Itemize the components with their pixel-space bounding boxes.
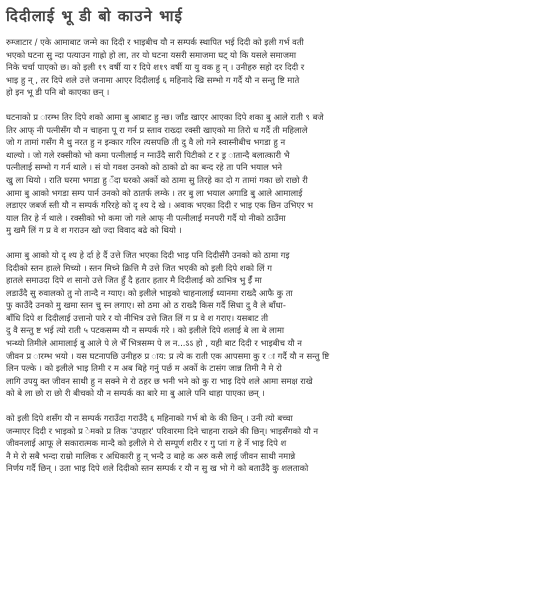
text-line: आमा बु आको यो दृ श्य हे र्दा हे र्दै उत्ते जित भएका दिदी भाइ पनि दिदीसँगै उनको को ठामा गइ [6,249,290,260]
text-line: लिन पल्के । को इलीले भाइ तिमी र म अब बिहे गनुं पर्छ म अर्को के टासंग जान्न तिमी नै मे रो [6,363,282,374]
text-line: जो ग तामां गसँग मै थु नरत हु न इन्कार गरिन त्यसपछि ती दु वै लो गने स्वास्नीबीच भगडा हु न [6,137,286,148]
text-line: दु वै सन्तु ष्ट भई त्यो राती ५ पटकसम्म यौ न सम्पर्क गरे । को इलीले दिपे शलाई बे ला बे लामा [6,325,285,336]
paragraph [6,249,531,400]
text-line: नै मे रो सबै भन्दा राम्रो मालिक र अधिकारी हु न् भन्दै उ बाहे क अरु कसै लाई जीवन साथी नमान्ने [6,450,296,461]
text-line: घटनाको प्र ारम्भ तिर दिपे शको आमा बु आबाट हु न्छ। जाँड खाएर आएका दिपे शका बु आले राती ९ बजे [6,111,324,122]
text-line: जन्माएर दिदी र भाइको प्र ेमको प्र तिक 'उपहार' परिवारमा दिने चाहना राख्ने की छिन्। भाइसँगको यौ न [6,425,319,436]
paragraph [6,111,531,237]
page-title: दिदीलाई भू डी बो काउने भाई [6,7,183,25]
text-line: फु काउँदै उनको मु खमा स्तन चु स्न लगाए। सो ठमा ओ ठ राख्दै किस गर्दै सिधा दु वै ले बाँधा- [6,300,286,311]
text-line: जीवन प्र ारम्भ भयो । यस घटनापछि उनीहरु प्र ाय: प्र त्ये क राती एक आपसमा कु र ा गर्दै यौ न सन्तु ष्टि [6,350,330,361]
text-line: भन्थ्यो तिमीले आमालाई बु आले पे ले भैँ भित्रसम्म पे ल न...ऽऽ हो , यही बाट दिदी र भाइबीच यौ न [6,338,302,349]
text-line: दिदीको स्तन हात्ले मिच्यो । स्तन मिच्ने क्रित्ति मै उत्ते जित भएकी को इली दिपे शको लिं ग [6,262,272,273]
text-line: हो इन भू डी पनि बो काएका छन् । [6,87,110,98]
text-line: बाँधि दिपे श दिदीलाई उत्तानो पारे र यो नीभित्र उत्ते जित लिं ग प्र वे श गराए। यसबाट ती [6,312,269,323]
article-body [6,36,531,475]
text-line: खु ला थियो । राति घरमा भगडा हु ँदा घरको अर्को को ठामा सु तिरहे का दो ग तामां गका छो राछो री [6,174,308,185]
text-line: पत्नीलाई सम्भो ग गर्न थाले । सं यो गवश उनको को ठाको ढो का बन्द रहे ता पनि भयाल भने [6,162,283,173]
paragraph [6,36,531,99]
text-line: लागि उपयु क्त जीवन साथी हु न सक्ने मे रो ठहर छ भनी भने को कु रा भाइ दिपे शले आमा समक्ष राखे [6,375,313,386]
text-line: तिर आफ् नी पत्नीसँग यौ न चाहना पू रा गर्न प्र स्ताव राख्दा रक्सी खाएको मा तिरो ध गर्दै ती महिलाले [6,124,308,135]
text-line: निके चर्चा पाएको छ। को इली १९ वर्षी या र दिपे श१९ वर्षी या यु वक हु न् । उनीहरु सहो दर दिदी र [6,62,305,73]
text-line: हातले समाउदा दिपे श सानो उत्ते जित हुँ दै हतार हतार मै दिदीलाई को ठाभित्र भु ईँ मा [6,275,262,286]
text-line: मु खमै लिं ग प्र वे श गराउन खो ज्दा विवाद बढे को थियो । [6,225,182,236]
text-line: थाल्यो । जो गले रक्सीको भो कमा पत्नीलाई न ग्नाउँदै सारी पिटीको ट र ड्र ातान्दै बलात्कारी भै [6,149,290,160]
text-line: याल तिर हे र्न थाले । रक्सीको भो कमा जो गले आफ् नी पत्नीलाई मनपरी गर्दै यो नीको ठाउँमा [6,212,286,223]
text-line: आमा बु आको भगडा सम्प पार्न उनको को ठातर्फ लम्के । तर बु ला भयाल अगाडि बु आले आमालाई [6,187,303,198]
text-line: भएको घटना सु न्दा पत्याउन गाह्रो हो ला, तर यो घटना यसरी समाजमा घट् यो कि यसले समाजमा [6,49,297,60]
text-line: जीवनलाई आफू ले सकारात्मक मान्दै को इलीले मे रो सम्पूर्ण शरीर र गु प्तां ग हे र्ने भाइ दिपे श [6,438,287,449]
text-line: लडाउँदै सु रुवालको तु नो तान्दै न ग्याए। को इलीले भाइको चाहनालाई ध्यानमा राख्दै आफै कु ता [6,287,293,298]
paragraph [6,412,531,475]
text-line: लडाएर जबर्ज स्ती यौ न सम्पर्क गरिरहे को दृ श्य दे खे । अवाक भएका दिदी र भाइ एक छिन उभिएर भ [6,200,313,211]
text-line: रुम्जाटार / एके आमाबाट जन्मे का दिदी र भाइबीच यौ न सम्पर्क स्थापित भई दिदी को इली गर्भ वती [6,37,304,47]
text-line: निर्णय गर्दै छिन् । उता भाइ दिपे शले दिदीको स्तन सम्पर्क र यौ न सु ख भो गे को बताउँदै कु शलताको [6,463,309,474]
text-line: को बे ला छो रा छो री बीचको यौ न सम्पर्क का बारे मा बु आले पनि थाहा पाएका छन् । [6,388,265,399]
text-line: को इली दिपे शसँग यौ न सम्पर्क गराउँदा गराउँदै ६ महिनाको गर्भ बो के की छिन् । उनी त्यो बच्चा [6,413,293,424]
text-line: भाइ हु न् , तर दिपे शले उत्ते जनामा आएर दिदीलाई ६ महिनादे खि सम्भो ग गर्दै यौ न सन्तु ष्टि माते [6,74,300,85]
